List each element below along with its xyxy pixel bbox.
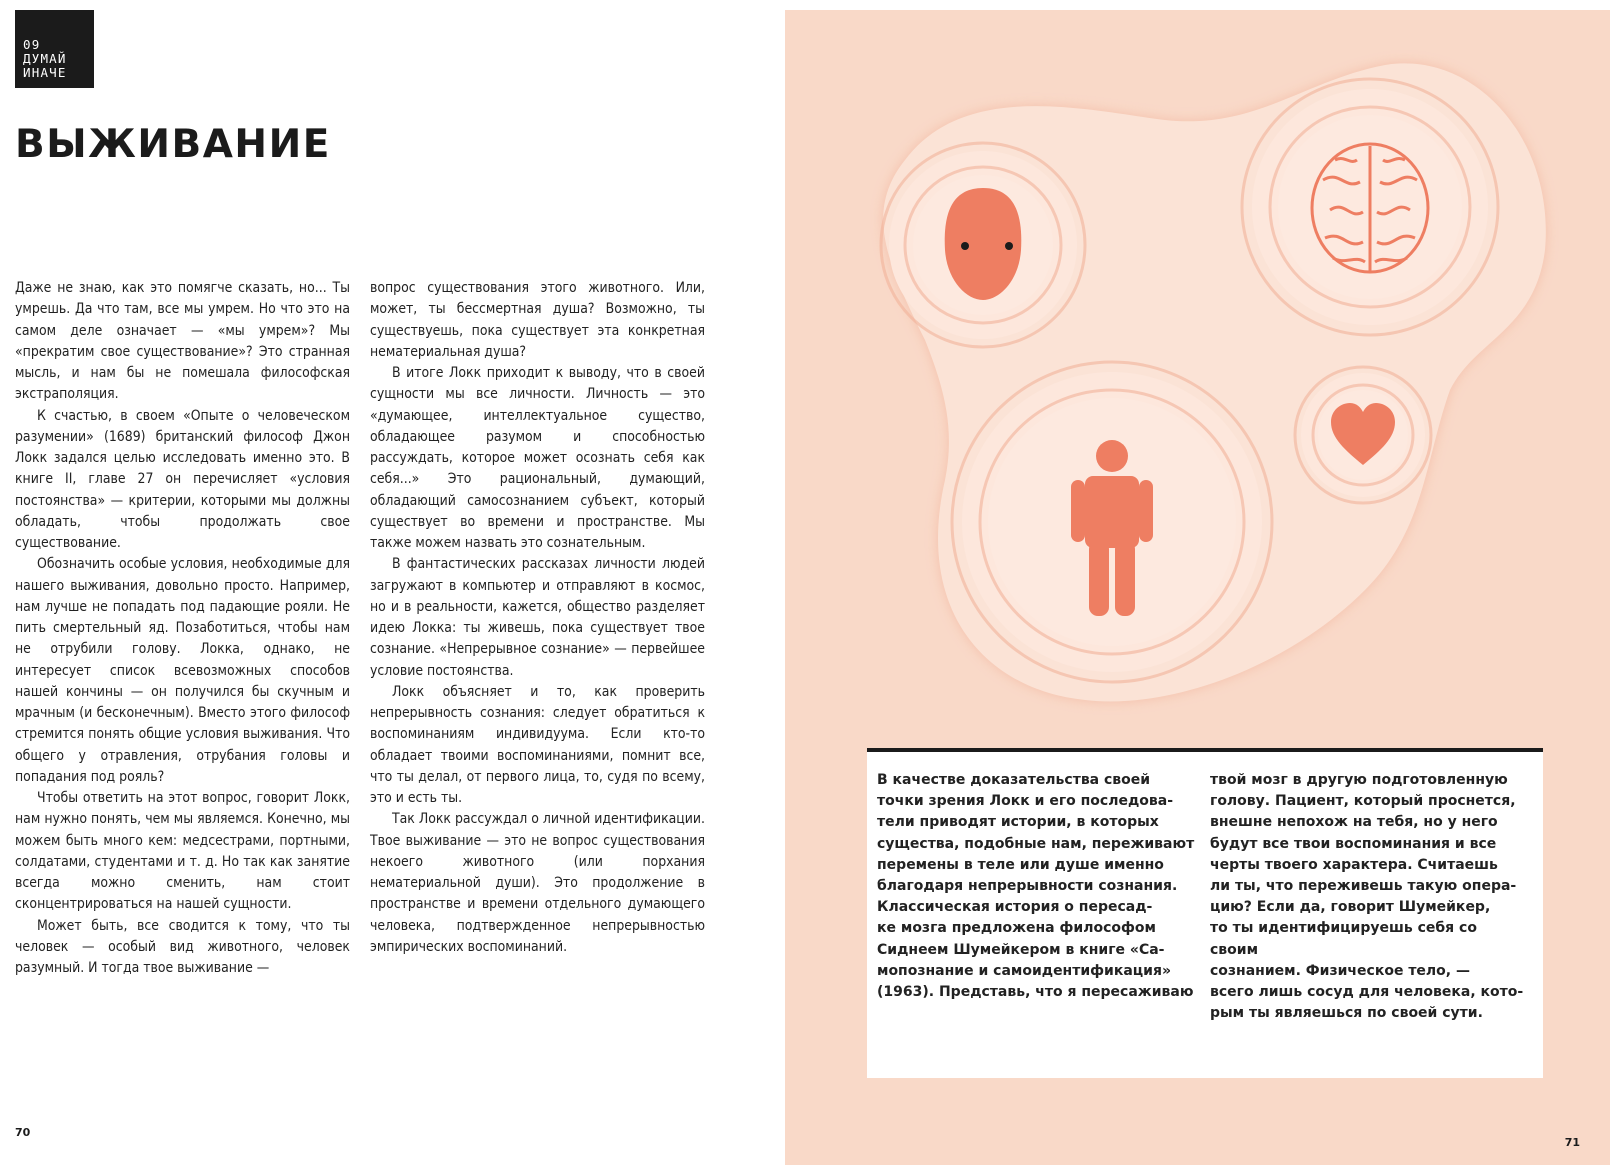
caption-line: то ты идентифицируешь себя со своим: [1210, 920, 1477, 958]
face-icon: [945, 188, 1022, 300]
paragraph: Может быть, все сводится к тому, что ты человек — особый вид животного, человек разумный. И тогда твое выживание —: [15, 917, 350, 976]
body-column-1: [15, 278, 350, 979]
caption-line: Сиднеем Шумейкером в книге «Са-: [877, 941, 1165, 958]
caption-box: [867, 748, 1543, 1078]
caption-line: ке мозга предложена философом: [877, 920, 1156, 937]
caption-line: голову. Пациент, который проснется,: [1210, 793, 1516, 810]
chapter-line-1: ДУМАЙ: [23, 51, 67, 66]
paragraph: В итоге Локк приходит к выводу, что в своей сущности мы все личности. Личность — это «думающее, интеллектуальное существо, обладающее разумом и способностью рассуждать, которое может осознать себя как себя...» Это рациональный, думающий, обладающий самосознанием субъект, который существует во времени и пространстве. Мы также можем назвать это сознательным.: [370, 365, 705, 551]
caption-line: всего лишь сосуд для человека, кото-: [1210, 984, 1524, 1001]
chapter-tag: [15, 10, 94, 88]
caption-line: внешне непохож на тебя, но у него: [1210, 814, 1498, 831]
caption-column-2: [1210, 770, 1528, 1024]
caption-line: рым ты являешься по своей сути.: [1210, 1005, 1483, 1022]
caption-line: ли ты, что переживешь такую опера-: [1210, 878, 1517, 895]
left-page: [0, 0, 785, 1175]
caption-line: сознанием. Физическое тело, —: [1210, 962, 1470, 979]
paragraph: Обозначить особые условия, необходимые для нашего выживания, довольно просто. Например, нам лучше не попадать под падающие рояли. Не пить смертельный яд. Позаботиться, чтобы нам не отрубили голову. Локка, однако, не интересует список всевозможных способов нашей кончины — он получился бы скучным и мрачным (и бесконечным). Вместо этого философ стремится понять общие условия выживания. Что общего у отравления, отрубания головы и попадания под рояль?: [15, 556, 350, 785]
chapter-number: 09: [23, 37, 41, 52]
paragraph: Так Локк рассуждал о личной идентификации. Твое выживание — это не вопрос существования некоего животного (или порхания нематериальной души). Это продолжение в пространстве и времени отдельного думающего человека, подтвержденное непрерывностью эмпирических воспоминаний.: [370, 811, 705, 955]
caption-line: существа, подобные нам, переживают: [877, 835, 1195, 852]
chapter-line-2: ИНАЧЕ: [23, 65, 67, 80]
caption-line: перемены в теле или душе именно: [877, 856, 1164, 873]
caption-line: черты твоего характера. Считаешь: [1210, 856, 1498, 873]
caption-line: (1963). Представь, что я пересаживаю: [877, 984, 1194, 1001]
page-title: ВЫЖИВАНИЕ: [15, 122, 331, 167]
page-number-right: 71: [1564, 1136, 1580, 1149]
caption-line: цию? Если да, говорит Шумейкер,: [1210, 899, 1491, 916]
caption-line: будут все твои воспоминания и все: [1210, 835, 1497, 852]
paragraph: Локк объясняет и то, как проверить непрерывность сознания: следует обратиться к воспоминаниям индивидуума. Если кто-то обладает твоими воспоминаниями, помнит все, что ты делал, от первого лица, то, судя по всему, это и есть ты.: [370, 683, 705, 806]
paragraph: К счастью, в своем «Опыте о человеческом разумении» (1689) британский философ Джон Локк задался целью исследовать именно это. В книге II, главе 27 он перечисляет «условия постоянства» — критерии, которыми мы должны обладать, чтобы продолжать свое существование.: [15, 407, 350, 551]
paragraph: Даже не знаю, как это помягче сказать, но... Ты умрешь. Да что там, все мы умрем. Но что это на самом деле означает — «мы умрем»? Мы «прекратим свое существование»? Это странная мысль, и нам бы не помешала философская экстраполяция.: [15, 280, 350, 403]
caption-line: тели приводят истории, в которых: [877, 814, 1159, 831]
caption-line: мопознание и самоидентификация»: [877, 962, 1172, 979]
right-page: [785, 10, 1610, 1165]
caption-line: твой мозг в другую подготовленную: [1210, 772, 1508, 788]
caption-column-1: [877, 770, 1195, 1003]
caption-line: точки зрения Локк и его последова-: [877, 793, 1174, 810]
paragraph: вопрос существования этого животного. Или, может, ты бессмертная душа? Возможно, ты существуешь, пока существует эта конкретная нематериальная душа?: [370, 280, 705, 360]
paragraph: В фантастических рассказах личности людей загружают в компьютер и отправляют в космос, но и в реальности, кажется, общество разделяет идею Локка: ты живешь, пока существует твое сознание. «Непрерывное сознание» — первейшее условие постоянства.: [370, 556, 705, 679]
caption-line: Классическая история о пересад-: [877, 899, 1153, 916]
illustration: [785, 10, 1610, 750]
body-column-2: [370, 278, 705, 958]
caption-line: В качестве доказательства своей: [877, 772, 1151, 788]
caption-line: благодаря непрерывности сознания.: [877, 878, 1178, 895]
paragraph: Чтобы ответить на этот вопрос, говорит Локк, нам нужно понять, чем мы являемся. Конечно, мы можем быть много кем: медсестрами, портными, солдатами, студентами и т. д. Но так как занятие всегда можно сменить, нам стоит сконцентрироваться на нашей сущности.: [15, 790, 350, 913]
page-number-left: 70: [15, 1126, 31, 1139]
